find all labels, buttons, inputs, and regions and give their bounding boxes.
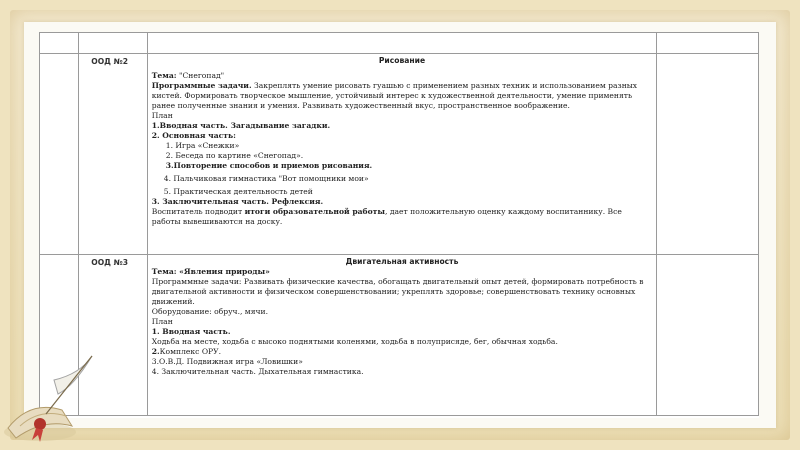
lesson-content: [148, 255, 657, 377]
lesson-equipment: Оборудование: обруч., мячи.: [151, 307, 268, 316]
lesson-title: Рисование: [378, 56, 426, 65]
plan-heading: План: [151, 111, 173, 120]
plan-part-1: 1. Вводная часть.: [151, 327, 231, 336]
plan-part-1: 1.Вводная часть. Загадывание загадки.: [151, 121, 331, 130]
scroll-and-quill-icon: [0, 340, 110, 450]
plan-part-2: 2.Комплекс ОРУ.: [151, 347, 222, 356]
lesson-tasks: Программные задачи. Закреплять умение рисовать гуашью с применением разных техник и использованием разных кистей. Формировать творческое мышление, устойчивый интерес к художественной деятельности, умение применять ранее полученные знания и умения. Развивать художественный вкус, пространственное воображение.: [151, 81, 638, 110]
list-item: 3.Повторение способов и приемов рисования.: [165, 161, 373, 170]
table-row: [40, 255, 759, 416]
plan-walk: Ходьба на месте, ходьба с высоко поднятыми коленями, ходьба в полуприсяде, бег, обычная ходьба.: [151, 337, 558, 346]
list-item: 4. Пальчиковая гимнастика "Вот помощники мои»: [163, 174, 369, 183]
slide-inner: [24, 22, 776, 428]
lesson-theme: Тема: «Явления природы»: [151, 267, 270, 276]
conclusion-text: Воспитатель подводит итоги образовательной работы, дает положительную оценку каждому воспитаннику. Все работы вывешиваются на доску.: [151, 207, 622, 226]
lesson-tasks: Программные задачи: Развивать физические качества, обогащать двигательный опыт детей, формировать потребность в двигательной активности и физическом совершенствовании; укреплять здоровье; совершенствовать технику основных движений.: [151, 277, 644, 306]
table-row: [40, 54, 759, 255]
plan-part-3: 3.О.В.Д. Подвижная игра «Ловишки»: [151, 357, 303, 366]
lesson-code: ООД №2: [91, 57, 129, 66]
lesson-content: [148, 54, 657, 227]
plan-part-4: 4. Заключительная часть. Дыхательная гимнастика.: [151, 367, 364, 376]
plan-part-3: 3. Заключительная часть. Рефлексия.: [151, 197, 324, 206]
slide-frame: [10, 10, 790, 440]
lesson-theme: Тема: "Снегопад": [151, 71, 225, 80]
list-item: 1. Игра «Снежки»: [165, 141, 240, 150]
lesson-code: ООД №3: [91, 258, 129, 267]
list-item: 5. Практическая деятельность детей: [163, 187, 313, 196]
list-item: 2. Беседа по картине «Снегопад».: [165, 151, 304, 160]
lesson-table: [39, 32, 759, 416]
document-page: [39, 32, 759, 418]
plan-heading: План: [151, 317, 173, 326]
plan-part-2: 2. Основная часть:: [151, 131, 236, 140]
lesson-title: Двигательная активность: [345, 257, 459, 266]
table-header-row: [40, 33, 759, 54]
